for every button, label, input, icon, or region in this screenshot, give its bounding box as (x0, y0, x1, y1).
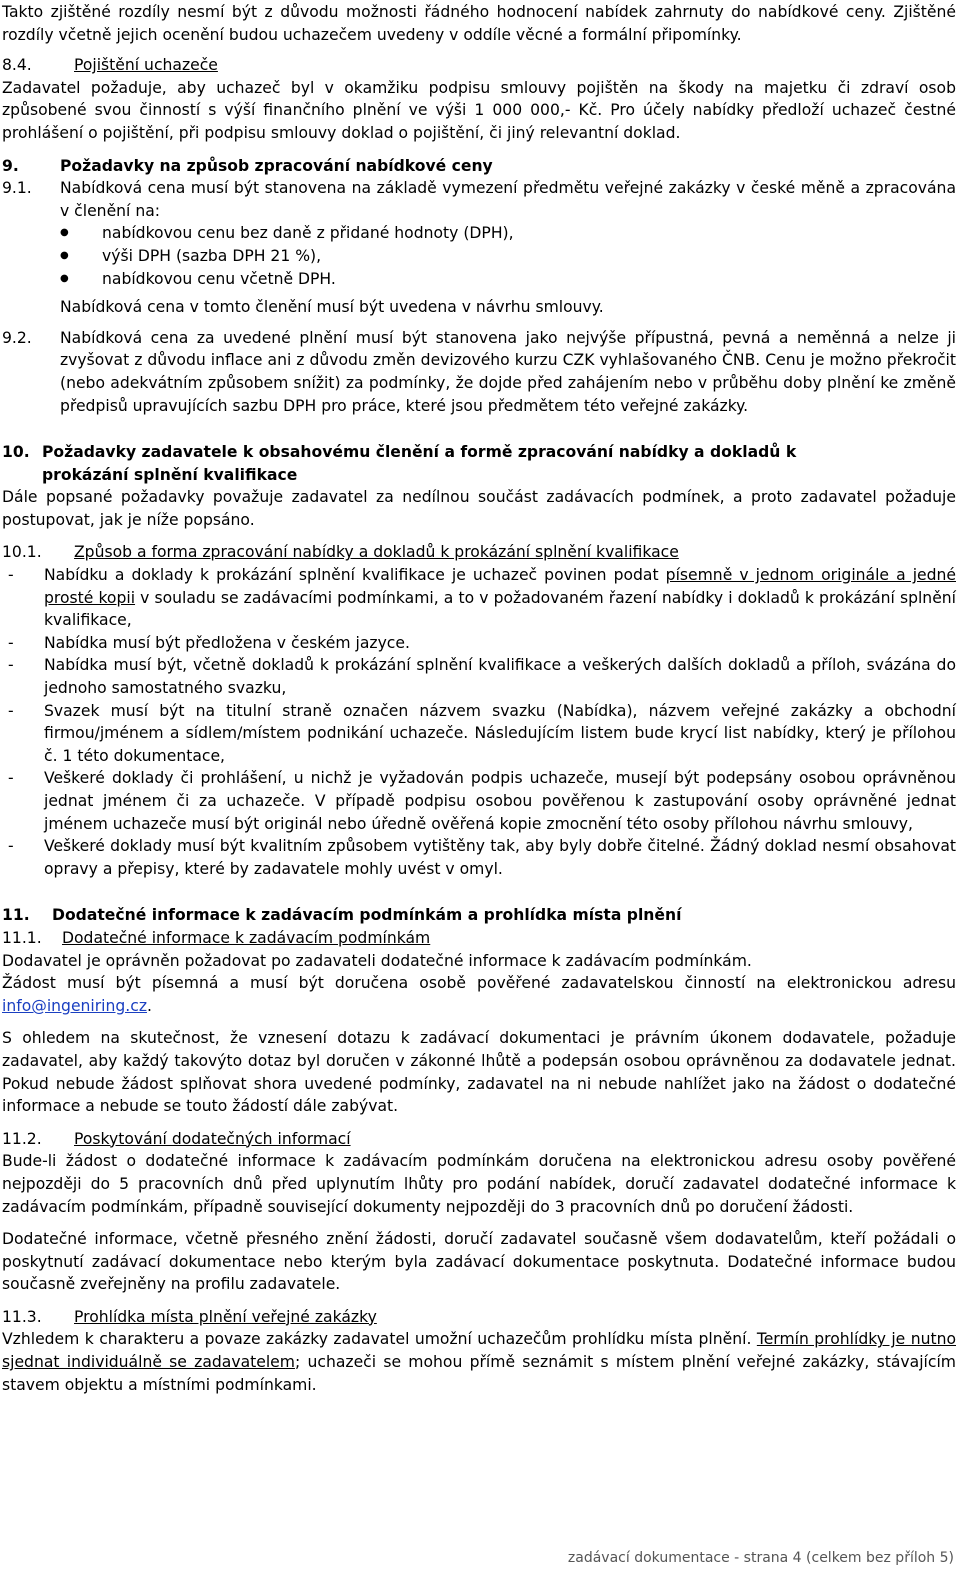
dash-bullet: - (8, 633, 14, 652)
section-body: Zadavatel požaduje, aby uchazeč byl v okamžiku podpisu smlouvy pojištěn na škody na majetku či zdraví osob způsobené svou činností s výší finančního plnění ve výši 1 000 000,- Kč. Pro účely nabídky předloží uchazeč čestné prohlášení o pojištění, při podpisu smlouvy doklad o pojištění, či jiný relevantní doklad. (2, 78, 956, 142)
section-number: 8.4. (2, 56, 32, 75)
price-breakdown-list (60, 222, 956, 290)
page-footer: zadávací dokumentace - strana 4 (celkem bez příloh 5) (567, 1550, 954, 1566)
subsection-number: 11.3. (2, 1307, 42, 1326)
section-intro: Dále popsané požadavky považuje zadavatel za nedílnou součást zadávacích podmínek, a proto zadavatel požaduje postupovat, jak je níže popsáno. (2, 488, 956, 529)
subsection-note: Nabídková cena v tomto členění musí být uvedena v návrhu smlouvy. (60, 298, 604, 317)
list-item: ● výši DPH (sazba DPH 21 %), (60, 245, 956, 268)
subsection-title: Prohlídka místa plnění veřejné zakázky (74, 1307, 377, 1326)
list-item: ● nabídkovou cenu bez daně z přidané hodnoty (DPH), (60, 222, 956, 245)
section-title: Pojištění uchazeče (74, 56, 218, 75)
section-number: 10. (2, 443, 30, 462)
paragraph: S ohledem na skutečnost, že vznesení dotazu k zadávací dokumentaci je právním úkonem dodavatele, požaduje zadavatel, aby každý takovýto dotaz byl doručen v zákonné lhůtě a podepsán osobou oprávněnou za dodavatele jednat. Pokud nebude žádost splňovat shora uvedené podmínky, zadavatel na ni nebude nahlížet jako na žádost o dodatečné informace a nebude se touto žádostí dále zabývat. (2, 1029, 956, 1116)
dash-bullet: - (8, 566, 14, 585)
section-8-4 (2, 54, 956, 144)
section-heading: Požadavky zadavatele k obsahovému členění a formě zpracování nabídky a dokladů k (42, 443, 797, 462)
dash-bullet: - (8, 837, 14, 856)
subsection-number: 11.2. (2, 1129, 42, 1148)
subsection-number: 11.1. (2, 928, 42, 947)
section-number: 11. (2, 906, 30, 925)
paragraph: Vzhledem k charakteru a povaze zakázky zadavatel umožní uchazečům prohlídku místa plnění. Termín prohlídky je nutno sjednat individuálně se zadavatelem; uchazeči se mohou přímě seznámit s místem plnění veřejné zakázky, stávajícím stavem objektu a místními podmínkami. (2, 1330, 956, 1394)
subsection-number: 9.2. (2, 328, 32, 347)
list-item: ● nabídkovou cenu včetně DPH. (60, 268, 956, 291)
intro-paragraph: Takto zjištěné rozdíly nesmí být z důvodu možnosti řádného hodnocení nabídek zahrnuty do nabídkové ceny. Zjištěné rozdíly včetně jejich ocenění budou uchazečem uvedeny v oddíle věcné a formální připomínky. (2, 3, 956, 44)
list-item: - Nabídku a doklady k prokázání splnění kvalifikace je uchazeč povinen podat písemně v jednom originále a jedné prosté kopii v souladu se zadávacími podmínkami, a to v požadovaném řazení nabídky i dokladů k prokázání splnění kvalifikace, (8, 566, 956, 630)
paragraph: Bude-li žádost o dodatečné informace k zadávacím podmínkám doručena na elektronickou adresu osoby pověřené nejpozději do 5 pracovních dnů před uplynutím lhůty pro podání nabídek, doručí zadavatel dodatečné informace k zadávacím podmínkám, případně související dokumenty nejpozději do 3 pracovních dnů po doručení žádosti. (2, 1152, 956, 1216)
list-item: - Nabídka musí být, včetně dokladů k prokázání splnění kvalifikace a veškerých dalších dokladů a příloh, svázána do jednoho samostatného svazku, (8, 656, 956, 698)
subsection-text: Nabídková cena musí být stanovena na základě vymezení předmětu veřejné zakázky v české měně a zpracována v členění na: (60, 179, 956, 220)
subsection-text: Nabídková cena za uvedené plnění musí být stanovena jako nejvýše přípustná, pevná a neměnná a nelze ji zvyšovat z důvodu inflace ani z důvodu změn devizového kurzu CZK vyhlašovaného ČNB. Cenu je možno překročit (nebo adekvátním způsobem snížit) za podmínky, že dojde před zahájením nebo v průběhu doby plnění ke změně předpisů upravujících sazbu DPH pro práce, které jsou předmětem této veřejné zakázky. (60, 328, 956, 415)
dash-bullet: - (8, 769, 14, 788)
paragraph: Žádost musí být písemná a musí být doručena osobě pověřené zadavatelskou činností na elektronickou adresu info@ingeniring.cz. (2, 974, 956, 1015)
subsection-title: Dodatečné informace k zadávacím podmínkám (62, 928, 431, 947)
list-item: - Veškeré doklady musí být kvalitním způsobem vytištěny tak, aby byly dobře čitelné. Žádný doklad nesmí obsahovat opravy a přepisy, které by zadavatele mohly uvést v omyl. (8, 837, 956, 878)
email-link[interactable]: info@ingeniring.cz (2, 996, 148, 1015)
subsection-number: 9.1. (2, 179, 32, 198)
section-9 (2, 155, 956, 418)
requirements-list (2, 564, 956, 880)
document-page (2, 1, 956, 1396)
section-10 (2, 441, 956, 880)
dash-bullet: - (8, 656, 14, 675)
dash-bullet: - (8, 701, 14, 720)
subsection-number: 10.1. (2, 543, 42, 562)
section-heading-cont: prokázání splnění kvalifikace (42, 465, 298, 484)
section-heading: Dodatečné informace k zadávacím podmínkám a prohlídka místa plnění (52, 906, 682, 925)
paragraph: Dodatečné informace, včetně přesného znění žádosti, doručí zadavatel současně všem dodavatelům, kteří požádali o poskytnutí zadávací dokumentace nebo kterým byla zadávací dokumentace poskytnuta. Dodatečné informace budou současně zveřejněny na profilu zadavatele. (2, 1230, 956, 1294)
section-heading: Požadavky na způsob zpracování nabídkové ceny (60, 156, 493, 175)
section-11 (2, 904, 956, 1396)
list-item: - Nabídka musí být předložena v českém jazyce. (2, 632, 956, 655)
paragraph: Dodavatel je oprávněn požadovat po zadavateli dodatečné informace k zadávacím podmínkám. (2, 951, 752, 970)
subsection-title: Poskytování dodatečných informací (74, 1129, 351, 1148)
subsection-title: Způsob a forma zpracování nabídky a dokladů k prokázání splnění kvalifikace (74, 543, 679, 562)
section-number: 9. (2, 156, 19, 175)
list-item: - Veškeré doklady či prohlášení, u nichž je vyžadován podpis uchazeče, musejí být podepsány osobou oprávněnou jednat jménem či za uchazeče. V případě podpisu osobou pověřenou k zastupování osoby oprávněné jednat jménem uchazeče musí být originál nebo úředně ověřená kopie zmocnění této osoby přílohou návrhu smlouvy, (8, 769, 956, 833)
list-item: - Svazek musí být na titulní straně označen názvem svazku (Nabídka), názvem veřejné zakázky a obchodní firmou/jménem a sídlem/místem podnikání uchazeče. Následujícím listem bude krycí list nabídky, který je přílohou č. 1 této dokumentace, (8, 701, 956, 765)
